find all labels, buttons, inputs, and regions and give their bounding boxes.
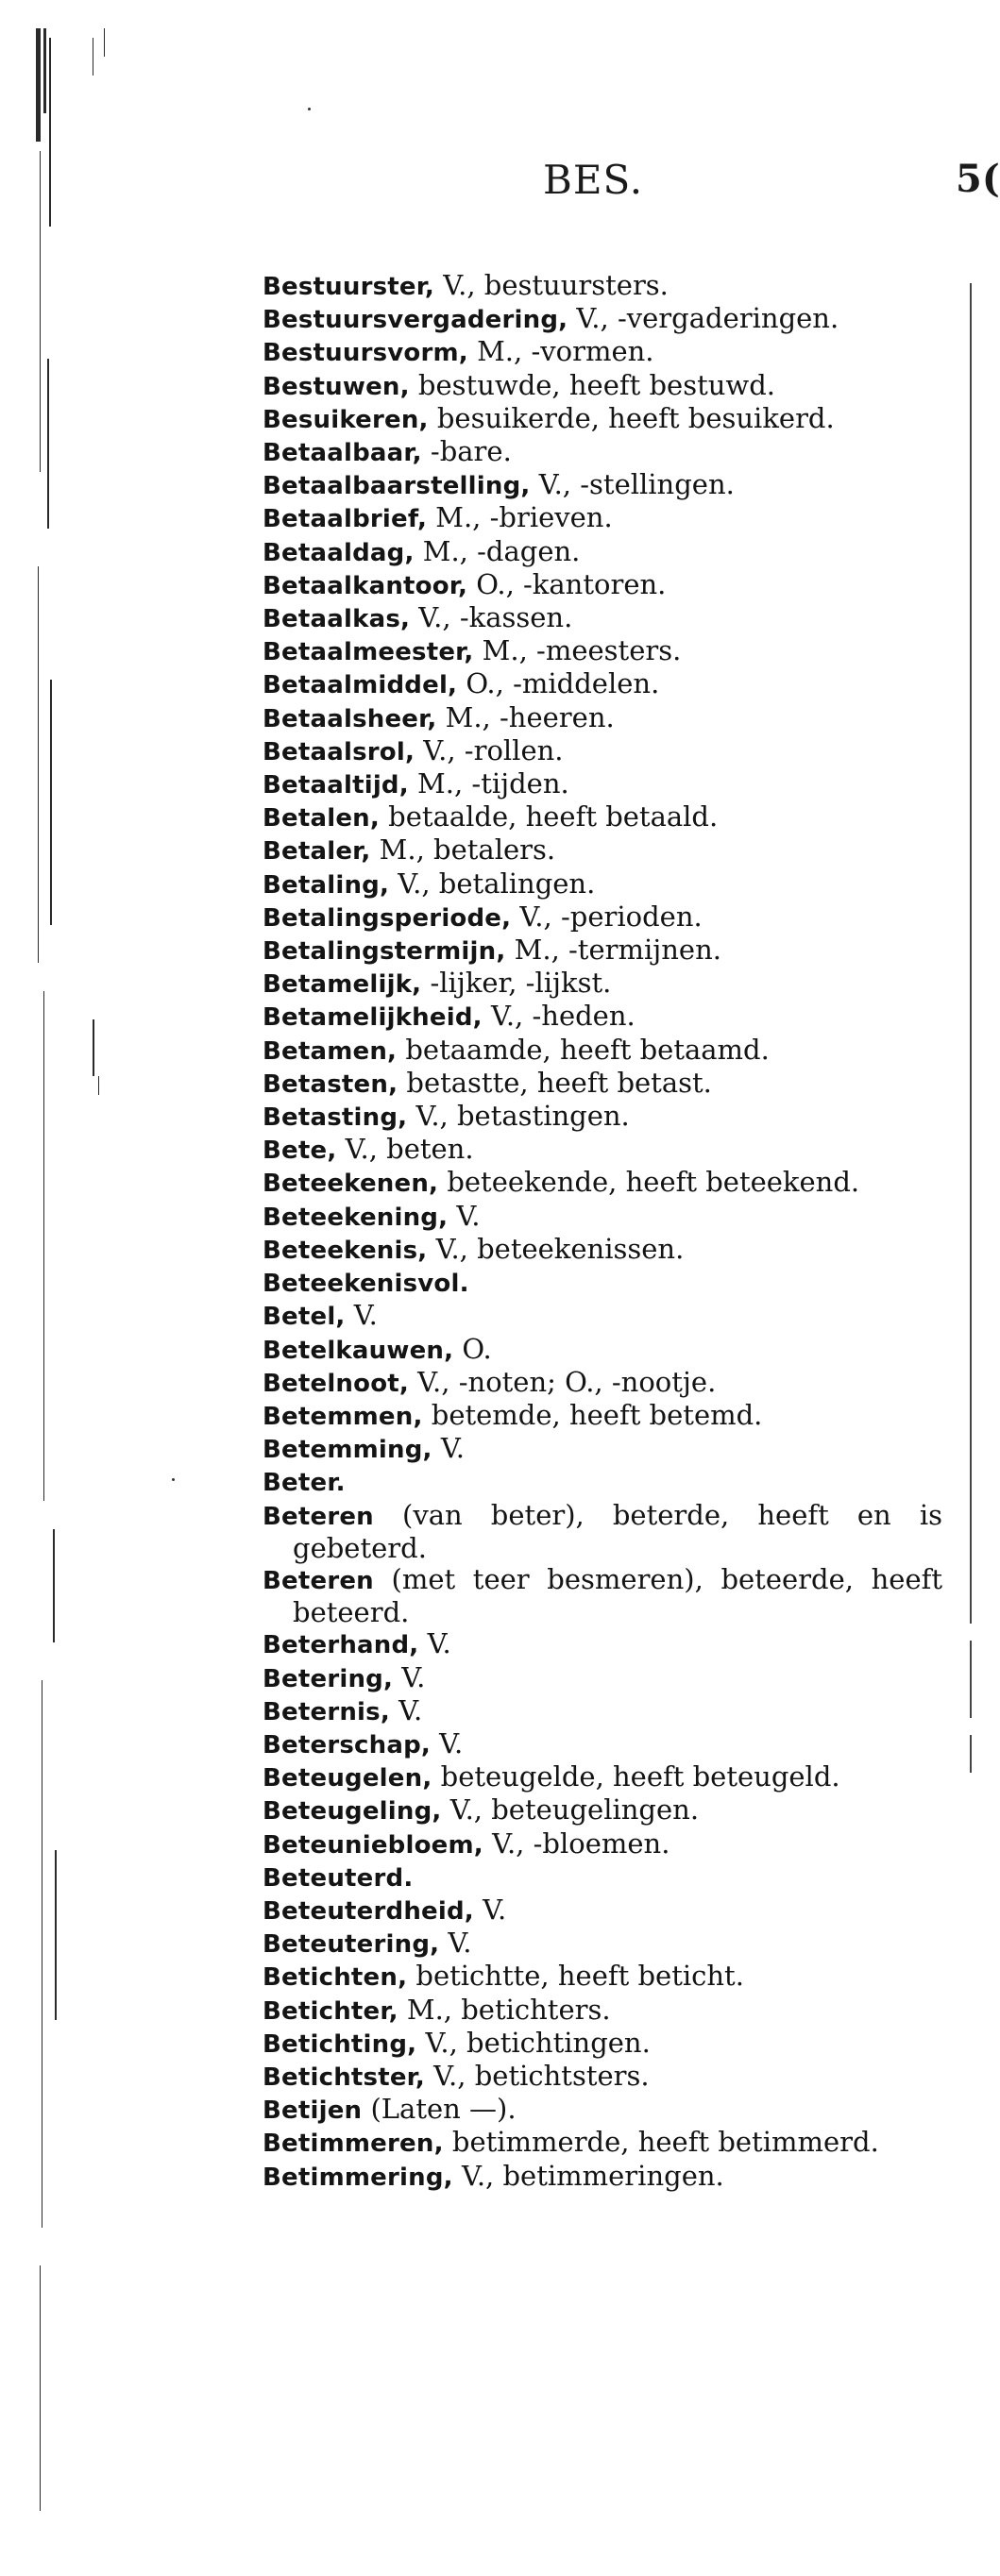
entry-definition: V., bestuursters.	[434, 269, 669, 301]
dictionary-entry	[263, 668, 942, 701]
entry-headword: Beteren	[263, 1502, 374, 1531]
dictionary-entry	[263, 1695, 942, 1728]
entry-headword: Betaaldag,	[263, 538, 415, 567]
entry-definition: -bare.	[421, 435, 512, 468]
entry-definition: V.	[389, 1693, 423, 1726]
entry-definition: beteugelde, heeft beteugeld.	[432, 1760, 840, 1793]
dictionary-entry	[263, 1035, 942, 1068]
dictionary-entry	[263, 1101, 942, 1134]
dictionary-entry	[263, 1134, 942, 1167]
entry-definition: V., -heden.	[482, 1000, 636, 1033]
dictionary-entry	[263, 1894, 942, 1928]
dictionary-entry	[263, 2028, 942, 2061]
entry-headword: Betijen	[263, 2096, 363, 2126]
dictionary-entry	[263, 1400, 942, 1433]
dictionary-entry	[263, 436, 942, 469]
dictionary-entry	[263, 1466, 942, 1499]
entry-definition: (van beter), beterde, heeft en is gebeterd.	[293, 1498, 942, 1564]
entry-definition: M., betalers.	[370, 833, 556, 867]
entry-definition: M., betichters.	[398, 1993, 611, 2026]
dictionary-entry	[263, 303, 942, 336]
entry-headword: Betalingstermijn,	[263, 937, 506, 967]
dictionary-entry	[263, 1500, 942, 1564]
entry-headword: Beteekenisvol.	[263, 1270, 469, 1299]
dictionary-entry	[263, 1001, 942, 1034]
dictionary-entry	[263, 1728, 942, 1761]
dictionary-entry	[263, 1167, 942, 1200]
entry-definition: V.	[439, 1927, 472, 1960]
dictionary-entry	[263, 1334, 942, 1367]
entry-headword: Betaalbaar,	[263, 439, 422, 468]
entry-headword: Betaalkas,	[263, 605, 411, 634]
entry-headword: Beter.	[263, 1469, 346, 1498]
entry-headword: Betel,	[263, 1303, 346, 1332]
dictionary-entry	[263, 1433, 942, 1466]
entry-definition: V., betalingen.	[389, 867, 596, 900]
dictionary-entry	[263, 901, 942, 934]
dictionary-entry	[263, 370, 942, 403]
entry-definition: V., -bloemen.	[483, 1827, 670, 1860]
entry-definition: M., -brieven.	[427, 501, 613, 534]
dictionary-entry	[263, 1267, 942, 1300]
entry-headword: Betaalkantoor,	[263, 571, 468, 600]
dictionary-entry	[263, 1928, 942, 1961]
entry-definition: -lijker, -lijkst.	[421, 967, 612, 1000]
entry-definition: besuikerde, heeft besuikerd.	[428, 401, 835, 434]
dictionary-entry	[263, 469, 942, 502]
dictionary-entry	[263, 768, 942, 801]
dictionary-entry	[263, 702, 942, 735]
entry-definition: O.	[453, 1332, 492, 1365]
entry-headword: Beterschap,	[263, 1730, 431, 1759]
entry-headword: Betamelijk,	[263, 970, 422, 1000]
entry-headword: Betering,	[263, 1664, 394, 1693]
dictionary-entry	[263, 834, 942, 867]
entry-headword: Beteugeling,	[263, 1797, 442, 1827]
entry-headword: Betamen,	[263, 1036, 398, 1066]
entry-definition: M., -termijnen.	[505, 934, 721, 967]
entry-definition: betimmerde, heeft betimmerd.	[443, 2126, 879, 2159]
entry-headword: Beteuterdheid,	[263, 1896, 474, 1926]
entry-headword: Bete,	[263, 1136, 337, 1166]
entry-headword: Beteekenis,	[263, 1236, 428, 1265]
entry-definition: V., betichtsters.	[424, 2059, 650, 2092]
entry-headword: Betalen,	[263, 804, 380, 833]
entry-definition: V., -perioden.	[511, 900, 703, 933]
speck	[308, 108, 311, 110]
entry-headword: Betemming,	[263, 1436, 432, 1465]
column-rule	[970, 1735, 972, 1773]
entry-headword: Bestuurster,	[263, 273, 435, 301]
dictionary-entry	[263, 1367, 942, 1400]
entry-headword: Betichtster,	[263, 2062, 425, 2092]
entry-definition: betastte, heeft betast.	[398, 1066, 712, 1099]
entry-headword: Betalingsperiode,	[263, 903, 512, 933]
dictionary-entry	[263, 968, 942, 1001]
entry-headword: Betichten,	[263, 1963, 408, 1993]
entry-headword: Betaalbrief,	[263, 505, 428, 534]
entry-headword: Betasting,	[263, 1103, 408, 1133]
entry-definition: (Laten —).	[362, 2093, 517, 2126]
entry-headword: Beterhand,	[263, 1631, 419, 1660]
dictionary-entry	[263, 1828, 942, 1861]
entry-definition: V., beteekenissen.	[427, 1232, 685, 1265]
dictionary-entry	[263, 569, 942, 602]
entry-definition: V.	[473, 1893, 507, 1926]
dictionary-entry	[263, 1564, 942, 1628]
entry-headword: Beteuniebloem,	[263, 1830, 483, 1860]
dictionary-entry	[263, 403, 942, 436]
entry-definition: betaamde, heeft betaamd.	[397, 1033, 770, 1066]
entry-definition: V.	[345, 1299, 378, 1332]
dictionary-entry	[263, 934, 942, 968]
entry-definition: O., -kantoren.	[467, 567, 667, 600]
entry-definition: betichtte, heeft beticht.	[407, 1960, 744, 1993]
entry-headword: Betaalsheer,	[263, 704, 437, 733]
dictionary-entry	[263, 1761, 942, 1794]
entry-headword: Betimmeren,	[263, 2130, 444, 2159]
entry-definition: V., beten.	[336, 1133, 474, 1166]
entry-definition: V., -rollen.	[415, 733, 564, 766]
dictionary-entry	[263, 1961, 942, 1994]
entry-headword: Beteuterd.	[263, 1863, 414, 1893]
dictionary-entry	[263, 1234, 942, 1267]
entry-definition: M., -meesters.	[473, 634, 682, 667]
entry-headword: Betaaltijd,	[263, 771, 409, 800]
dictionary-entry	[263, 1794, 942, 1827]
dictionary-entry	[263, 2127, 942, 2160]
entry-headword: Betemmen,	[263, 1402, 423, 1431]
entry-definition: V.	[448, 1199, 481, 1232]
entry-headword: Beteekening,	[263, 1203, 449, 1232]
entry-headword: Betaalmeester,	[263, 638, 474, 667]
entry-definition: V., betimmeringen.	[452, 2159, 724, 2192]
entry-definition: V.	[393, 1660, 426, 1693]
entry-headword: Betimmering,	[263, 2163, 453, 2192]
binding-gutter	[36, 0, 130, 2576]
entry-definition: V.	[430, 1726, 464, 1759]
entry-headword: Betichter,	[263, 1996, 398, 2026]
dictionary-entry	[263, 2094, 942, 2127]
dictionary-entry	[263, 1628, 942, 1661]
entry-headword: Betaler,	[263, 837, 371, 867]
entry-headword: Beternis,	[263, 1697, 390, 1726]
column-rule	[970, 1641, 972, 1718]
entry-definition: M., -dagen.	[414, 534, 581, 567]
entry-definition: V.	[418, 1627, 451, 1660]
entry-headword: Bestuwen,	[263, 372, 410, 401]
entry-definition: M., -heeren.	[436, 700, 615, 733]
entry-headword: Betichting,	[263, 2029, 417, 2059]
entry-headword: Betelnoot,	[263, 1369, 409, 1398]
entry-definition: V., -stellingen.	[530, 468, 735, 501]
entry-headword: Beteugelen,	[263, 1764, 432, 1793]
entry-definition: V., -noten; O., -nootje.	[408, 1365, 717, 1398]
dictionary-entry	[263, 868, 942, 901]
column-rule	[970, 283, 972, 1624]
entry-headword: Betaalmiddel,	[263, 671, 458, 700]
dictionary-entry	[263, 2161, 942, 2194]
entry-headword: Betaalsrol,	[263, 737, 415, 766]
entry-headword: Beteekenen,	[263, 1170, 439, 1199]
entry-headword: Beteren	[263, 1566, 374, 1595]
entry-headword: Bestuursvergadering,	[263, 306, 568, 335]
entry-definition: V., beteugelingen.	[441, 1793, 700, 1827]
entry-definition: (met teer besmeren), beteerde, heeft beteerd.	[293, 1562, 942, 1629]
entry-headword: Betaalbaarstelling,	[263, 472, 531, 501]
dictionary-entry	[263, 635, 942, 668]
entry-definition: bestuwde, heeft bestuwd.	[409, 368, 776, 401]
entry-definition: V., betastingen.	[407, 1100, 630, 1133]
page-number: 5(	[956, 157, 1000, 201]
entry-headword: Betamelijkheid,	[263, 1003, 483, 1033]
dictionary-entry	[263, 1662, 942, 1695]
entry-definition: betemde, heeft betemd.	[422, 1398, 763, 1431]
running-head: BES.	[543, 157, 644, 203]
entry-definition: V., betichtingen.	[416, 2026, 651, 2059]
dictionary-entry	[263, 735, 942, 768]
dictionary-entry	[263, 336, 942, 369]
dictionary-entry	[263, 536, 942, 569]
entry-definition: O., -middelen.	[457, 667, 660, 700]
speck	[172, 1478, 175, 1481]
entry-definition: V., -vergaderingen.	[568, 302, 839, 335]
entry-headword: Betasten,	[263, 1069, 398, 1099]
dictionary-entry	[263, 270, 942, 303]
dictionary-entries	[263, 270, 942, 2194]
dictionary-entry	[263, 1201, 942, 1234]
entry-definition: M., -vormen.	[467, 335, 654, 368]
dictionary-entry	[263, 502, 942, 535]
entry-definition: betaalde, heeft betaald.	[379, 800, 719, 833]
entry-definition: beteekende, heeft beteekend.	[438, 1166, 860, 1199]
entry-definition: M., -tijden.	[408, 767, 569, 800]
dictionary-entry	[263, 602, 942, 635]
entry-headword: Betelkauwen,	[263, 1336, 454, 1365]
dictionary-entry	[263, 801, 942, 834]
entry-headword: Betaling,	[263, 870, 390, 900]
entry-headword: Bestuursvorm,	[263, 339, 468, 368]
entry-definition: V., -kassen.	[410, 601, 573, 634]
dictionary-entry	[263, 1068, 942, 1101]
dictionary-entry	[263, 1300, 942, 1333]
entry-definition: V.	[432, 1432, 465, 1465]
entry-headword: Beteutering,	[263, 1930, 440, 1960]
entry-headword: Besuikeren,	[263, 405, 429, 434]
dictionary-entry	[263, 1995, 942, 2028]
dictionary-entry	[263, 1861, 942, 1894]
dictionary-entry	[263, 2061, 942, 2094]
